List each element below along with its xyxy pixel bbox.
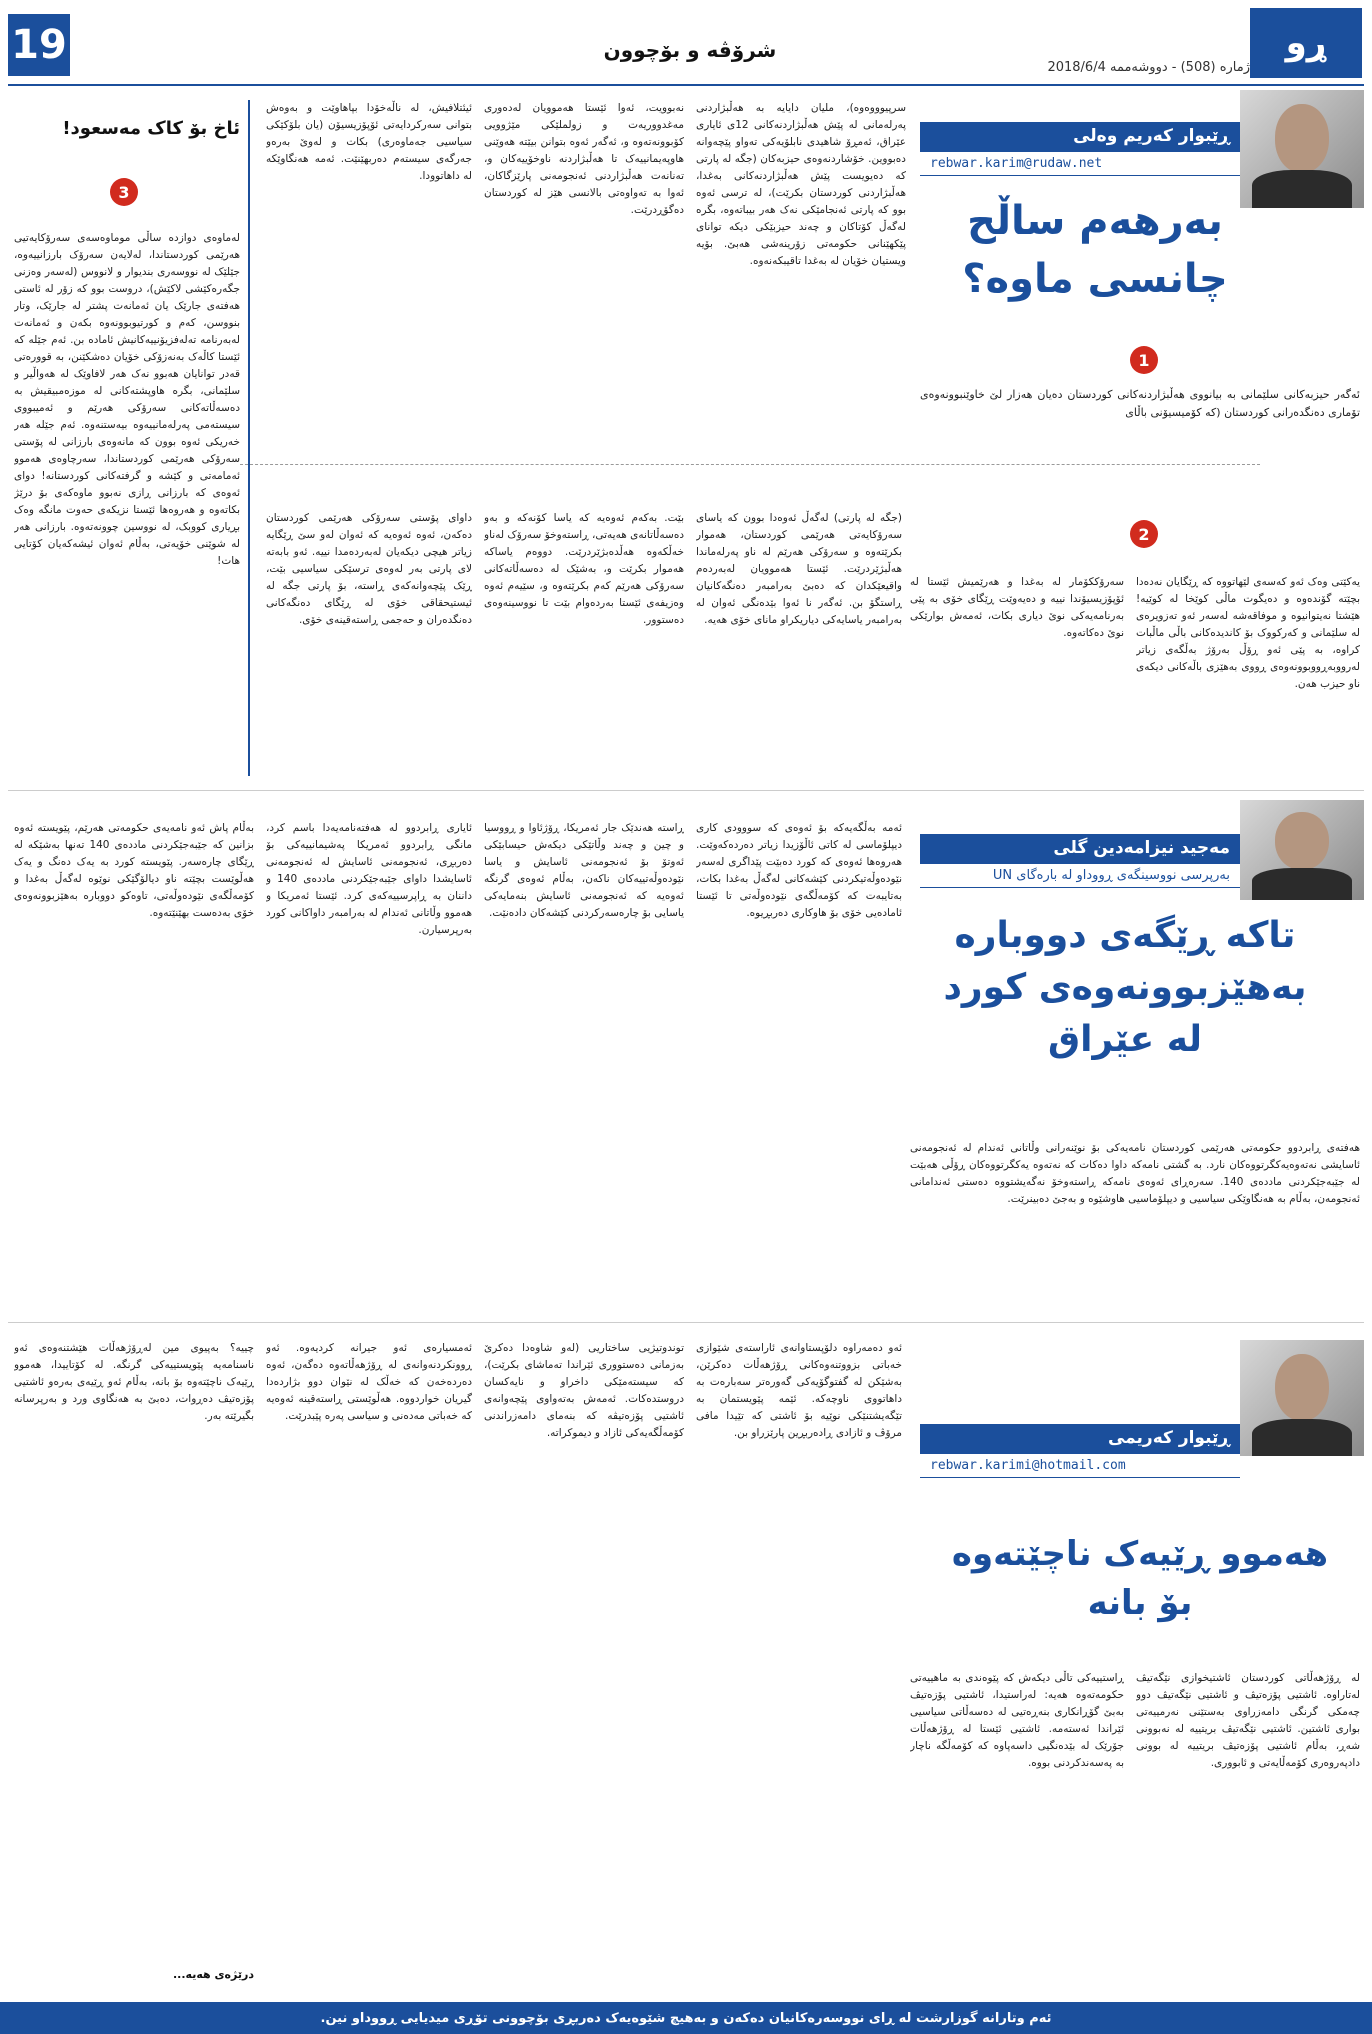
- headline-1: [920, 192, 1270, 308]
- a1-col-7: بێت. بەکەم ئەوەیە کە یاسا کۆنەکە و بەو دەسەڵاتانەی هەیەتی، ڕاستەوخۆ سەرۆک لەناو خەڵکەوە هەڵدەبژێردرێت. دووەم یاساکە هەموار بکرێت و، بەشێک لە دەسەڵاتەکانی سەرۆکی هەرێم کەم بکرێتەوە و، سێیەم ئەوە وەزیفەی ئێستا بەردەوام بێت تا نووسینەوەی دەستوور.: [484, 512, 684, 626]
- author-name-1: ڕێبوار کەریم وەلی: [920, 122, 1240, 152]
- a1-col-3: ئیئتلافیش، لە ناڵەخۆدا بپاهاوێت و بەوەش بتوانی سەرکردایەتی ئۆپۆزیسیۆن (یان بلۆکێکی سیاسیی جەماوەری) بکات و لەوێ بەرەو جەرگەی سیستەم دەربهێنێت. ئەمە هەنگاوێکە لە داهاتوودا.: [266, 102, 472, 182]
- a1-col-4: یەکێتی وەک ئەو کەسەی لێهاتووە کە ڕێگایان نەدەدا بچێتە گۆندەوە و دەیگوت ماڵی کوێخا لە کوێیە! هێشتا نەیتوانیوە و موفاقەشە لەسەر ئەو تەزویرەی لە سلێمانی و کەرکووک بۆ کاندیدەکانی باڵی ماڵبات کراوە، بە پێی ئەو ڕۆڵ بەرۆژ بەڵگەی زیاتر لەرووبەڕووبوونەوەی ڕووی بەهێزی باڵەکانی دیکەی ناو حیزب هەن.: [1136, 576, 1360, 690]
- author-email-3: rebwar.karimi@hotmail.com: [920, 1454, 1240, 1478]
- a1-col-5: سەرۆککۆمار لە بەغدا و هەرێمیش ئێستا لە ئۆپۆزیسیۆندا نییە و دەیەوێت ڕێگای خۆی بە پێی بەرنامەیەکی نوێ دیاری بکات، ئەمەش بوارێکی نوێ دەکاتەوە.: [910, 576, 1124, 639]
- sidebar-body: لەماوەی دوازدە ساڵی موماوەسەی سەرۆکایەتیی هەرێمی کوردستاندا، لەلایەن سەرۆک بارزانییەوە، جێلێک لە نووسەری بندیوار و لانووس (لەسەر وەزنی جگەرەکێشی لاکێش)، دروست بوو کە زۆر لە ئاستی هەفتەی جارێک یان ئەمانەت پشتر لە جارێک، وتار بنووسن، کەم و کورتیوبوونەوە بکەن و ئەمانەت لەبەرنامە تەلەفزیۆنییەکانیش ئامادە بن. ئەم جێلە کە ئێستا کاڵەک بەنەزۆکی خۆیان دەشکێنن، بە قوورەتی قەدر توانایان هەبوو نەک هەر لافاوێک لە هەواڵیر و سلێمانی، بگرە هاوپشتەکانی لە موزەمبیقیش بە دەسەڵاتەکانی سەرۆکی هەرێم و ئەمیبووی سیستەمی پەرلەمانییەوە بیەستنەوە. ئەم جێلە هەر خەریکی ئەوە بوون کە مانەوەی بارزانی لە پۆستی سەرۆکی هەرێمی کوردستاندا، سەرچاوەی هەموو ئەمامەتی و کێشە و گرفتەکانی کوردستانە! دوای ئەوەی کە بارزانی ڕازی نەبوو ماوەکەی بۆ درێژ بکاتەوە و هەروەها ئێستا نزیکەی حەوت مانگە وەک بڕیاری کووبک، لە نووسین چوونەتەوە. بارزانی هەر لە شوێنی خۆیەتی، بەڵام ئەوان ئیشەکەیان کۆتایی هات!: [14, 232, 240, 567]
- headline-2-line3: لە عێراق: [1047, 1019, 1203, 1061]
- author-email-1: rebwar.karim@rudaw.net: [920, 152, 1240, 176]
- author-photo-3: [1240, 1340, 1364, 1456]
- rudaw-logo: ړو: [1250, 8, 1362, 78]
- headline-1-line2: چانسی ماوە؟: [962, 256, 1228, 302]
- continued-note: درێژەی هەیە...: [173, 1968, 254, 1981]
- section-number-2: 2: [1130, 520, 1158, 548]
- author-affiliation-2: بەرپرسی نووسینگەی ڕووداو لە بارەگای UN: [920, 864, 1240, 888]
- a3-col-1: لە ڕۆژهەڵاتی کوردستان ئاشتیخوازی نێگەتیڤ لەتاراوە. ئاشتیی پۆزەتیڤ و ئاشتیی نێگەتیڤ دوو چەمکی گرنگی دامەزراوی بەستێنی نەرمییەتی بواری ئاشتین. ئاشتیی نێگەتیڤ بریتییە لە نەبوونی شەڕ، بەڵام ئاشتیی پۆزەتیڤ بریتییە لە بوونی دادپەروەری کۆمەڵایەتی و ئابووری.: [1136, 1672, 1360, 1769]
- section-divider-1: [240, 464, 1260, 465]
- author-name-3: ڕێبوار کەریمی: [920, 1424, 1240, 1454]
- author-name-2: مەجید نیزامەدین گلی: [920, 834, 1240, 864]
- headline-3: [920, 1530, 1360, 1629]
- article-divider-1: [8, 790, 1364, 791]
- a3-col-5: ئەمسیارەی ئەو جیرانە کردیەوە. ئەو ڕوونکردنەوانەی لە ڕۆژهەڵاتەوە دەگەن، ئەوە دەردەخەن کە خەڵک لە نێوان دوو بژاردەدا گیریان خواردووە. هەڵوێستی ڕاستەقینە ئەوەیە کە خەباتی مەدەنی و سیاسی پەرە پێبدرێت.: [266, 1342, 472, 1422]
- sidebar-title: ئاخ بۆ کاک مەسعود!: [62, 118, 240, 139]
- headline-2: [910, 910, 1340, 1067]
- lead-paragraph: ئەگەر حیزبەکانی سلێمانی بە بیانووی هەڵبژاردنەکانی کوردستان دەیان هەزار لێ خاوێنبوونەوەی تۆماری دەنگدەرانی کوردستان (کە کۆمیسیۆنی باڵای: [920, 388, 1360, 419]
- a2-col-3: ڕاستە هەندێک جار ئەمریکا، ڕۆژئاوا و ڕووسیا و چین و چەند وڵاتێکی دیکەش حیسابێکی ئەوتۆ بۆ ئەنجومەنی ئاسایش و یاسا نێودەوڵەتییەکان ناکەن، بەڵام ئەوەی گرنگە ئەوەیە کە ئەنجومەنی ئاسایش بنەمایەکی یاسایی بۆ چارەسەرکردنی کێشەکان دادەنێت.: [484, 822, 684, 919]
- headline-3-line1: هەموو ڕێیەک ناچێتەوە: [951, 1534, 1329, 1574]
- a1-col-6: (جگە لە پارتی) لەگەڵ ئەوەدا بوون کە یاسای سەرۆکایەتی هەرێمی کوردستان، هەموار بکرێتەوە و سەرۆکی هەرێم لە ناو پەرلەماندا هەڵبژێردرێت. ئێستا هەموویان لەبەردەم واقیعێکدان کە دەبێ بەرامبەر دەنگەکانیان ڕاستگۆ بن. ئەگەر نا ئەوا بێدەنگی ئەوان لە بەرامبەر یاسایەکی دیاریکراو مانای خۆی هەیە.: [696, 512, 902, 626]
- issue-line: ژمارە (508) - دووشەممە 2018/6/4: [1047, 60, 1250, 75]
- a2-col-2: ئەمە بەڵگەیەکە بۆ ئەوەی کە سووودی کاری دیپلۆماسی لە کاتی ئاڵۆزیدا زیاتر دەردەکەوێت. هەروەها ئەوەی کە کورد دەبێت پێداگری لەسەر نێودەوڵەتیکردنی کێشەکانی لەگەڵ بەغدا بکات، بەتایبەت کە کۆمەڵگەی نێودەوڵەتی تا ئێستا ئامادەیی خۆی بۆ هاوکاری دەربڕیوە.: [696, 822, 902, 919]
- a2-col-4: ئایاری ڕابردوو لە هەفتەنامەیەدا باسم کرد، مانگی ڕابردوو ئەمریکا پەشیمانییەکی بۆ دەربڕی، ئەنجومەنی ئاسایش لە ئەنجومەنی ئاسایشدا داوای جێبەجێکردنی ماددەی 140 و داننان بە ڕاپرسییەکەی کرد. ئێستا ئەمریکا و هەموو وڵاتانی ئەندام لە بەرامبەر داواکانی کورد بەرپرسیارن.: [266, 822, 472, 936]
- a3-col-4: توندوتیژیی ساختاریی (لەو شاوەدا دەکرێ بەزمانی دەستووری ئێراندا تەماشای بکرێت)، کە سیستەمێکی داخراو و نایەکسان دروستدەکات. ئەمەش بەتەواوی پێچەوانەی ئاشتیی پۆزەتیڤە کە بنەمای دامەزراندنی کۆمەڵگەیەکی ئازاد و دیموکراتە.: [484, 1342, 684, 1439]
- a2-col-1: هەفتەی ڕابردوو حکومەتی هەرێمی کوردستان نامەیەکی بۆ نوێنەرانی وڵاتانی ئەندام لە ئەنجومەنی ئاسایشی نەتەوەیەکگرتووەکان نارد. بە گشتی نامەکە داوا دەکات کە نەتەوە یەکگرتووەکان ڕۆڵی هەبێت لە جێبەجێکردنی ماددەی 140. سەرەڕای ئەوەی نامەکە ڕاستەوخۆ نەگەیشتووە دەستی ئەندامانی ئەنجومەن، بەڵام بە هەنگاوێکی سیاسیی و دیپلۆماسیی هاوشێوە و بەجێ دەبینرێت.: [910, 1142, 1360, 1205]
- headline-1-line1: بەرهەم ساڵح: [967, 198, 1223, 244]
- headline-3-line2: بۆ بانە: [1087, 1583, 1193, 1624]
- article-divider-2: [8, 1322, 1364, 1323]
- sidebar-rule: [248, 100, 250, 776]
- a1-col-1: سرپیوووەوە)، ملیان دایایە بە هەڵبژاردنی پەرلەمانی لە پێش هەڵبژاردنەکانی 12ی ئایاری عێراق، ئەمڕۆ شاهیدی نابلۆیەکی تەواو پێچەوانە دەبووین. خۆشاردنەوەی حیزبەکان (جگە لە پارتی کە دەیویست پێش هەڵبژاردنەکانی بەغدا، هەڵبژاردنی کوردستان بکرێت)، لە ترسی ئەوە بوو کە پارتی ئەنجامێکی نەک هەر بیباتەوە، بگرە لەگەڵ کۆتاکان و چەند حیزبێکی دیکە توانای پێکهێنانی حکومەتی زۆرینەشی هەبێ. بۆیە ویستیان خۆیان لە بەغدا تاقیبکەنەوە.: [696, 102, 906, 267]
- headline-2-line2: بەهێزبوونەوەی کورد: [943, 967, 1307, 1009]
- a2-col-5: بەڵام پاش ئەو نامەیەی حکومەتی هەرێم، پێویستە ئەوە بزانین کە جێبەجێکردنی ماددەی 140 تەنها بەشێکە لە ڕێگای چارەسەر. پێویستە کورد بە یەک دەنگ و یەک هەڵوێست بچێتە ناو دیالۆگێکی نوێوە لەگەڵ بەغدا و کۆمەڵگەی نێودەوڵەتی، تاوەکو دووبارە بەهێزبوونەوەی خۆی بەدەست بهێنێتەوە.: [14, 822, 254, 919]
- footer-disclaimer: ئەم وتارانە گوزارشت لە ڕای نووسەرەکانیان دەکەن و بەهیچ شێوەیەک دەربڕی بۆچوونی تۆڕی میدیایی ڕووداو نین.: [0, 2002, 1372, 2034]
- a3-col-6: چییە؟ بەپیوی مین لەڕۆژهەڵات هێشتنەوەی ئەو ناسنامەیە پێویستییەکی گرنگە. لە کۆتاییدا، هەموو ڕێیەک ناچێتەوە بۆ بانە، بەڵام ئەو ڕێیەی بەرەو ئاشتیی پۆزەتیڤ دەڕوات، دەبێ بە هەنگاوی ورد و بەرپرسانە بگیرێتە بەر.: [14, 1342, 254, 1422]
- page-number: 19: [8, 14, 70, 76]
- a1-col-8: داوای پۆستی سەرۆکی هەرێمی کوردستان دەکەن، ئەوە ئەوەیە کە ئەوان لەو سێ ڕێگایە زیاتر هیچی دیکەیان لەبەردەمدا نییە. ئەو بابەتە لای پارتی بەر لەوەی ترسێکی سیاسیی بێت، ڕێک پێچەوانەکەی ڕاستە، بۆ پارتی جگە لە ئیستیحقاقی خۆی لە ڕێگای دەنگەکانی دەنگدەران و حەجمی ڕاستەقینەی خۆی.: [266, 512, 472, 626]
- headline-2-line1: تاکە ڕێگەی دووبارە: [954, 915, 1296, 956]
- a1-col-2: نەبوویت، ئەوا ئێستا هەموویان لەدەوری مەغدووریەت و زولملێکی مێژوویی کۆبوونەتەوە و، ئەگەر ئەوە بتوانن بیێتە هەوێنی هاوپەیمانییەک تا هەڵبژاردنە ناوخۆییەکان و، تەنانەت هەڵبژاردنی ئەنجومەنی پارێزگاکان، ئەوا بە تەواوەتی بالانسی هێز لە کوردستان دەگۆڕدرێت.: [484, 102, 684, 216]
- a3-col-3: ئەو دەمەراوە دلۆپستاوانەی ئاراستەی شێوازی خەباتی بزووتنەوەکانی ڕۆژهەڵات دەکرێن، بەشێکن لە گفتوگۆیەکی گەورەتر سەبارەت بە داهاتووی ناوچەکە. ئێمە پێویستمان بە تێگەیشتنێکی نوێیە بۆ ئاشتی کە تێیدا مافی مرۆڤ و ئازادی ڕادەربڕین پارێزراو بن.: [696, 1342, 902, 1439]
- author-photo-1: [1240, 90, 1364, 208]
- author-photo-2: [1240, 800, 1364, 900]
- section-number-1: 1: [1130, 346, 1158, 374]
- a3-col-2: ڕاستییەکی تاڵی دیکەش کە پێوەندی بە ماهییەتی حکومەتەوە هەیە: لەراستیدا، ئاشتیی پۆزەتیڤ بەبێ گۆڕانکاری بنەڕەتیی لە دەسەڵاتی سیاسیی ئێراندا ئەستەمە. ئاشتیی ئێستا لە ڕۆژهەڵات جۆرێک لە بێدەنگیی داسەپاوە کە کۆمەڵگە ناچار بە پەسەندکردنی بووە.: [910, 1672, 1124, 1769]
- section-title: شرۆڤە و بۆچوون: [603, 38, 777, 62]
- section-number-3: 3: [110, 178, 138, 206]
- header-rule: [8, 84, 1364, 86]
